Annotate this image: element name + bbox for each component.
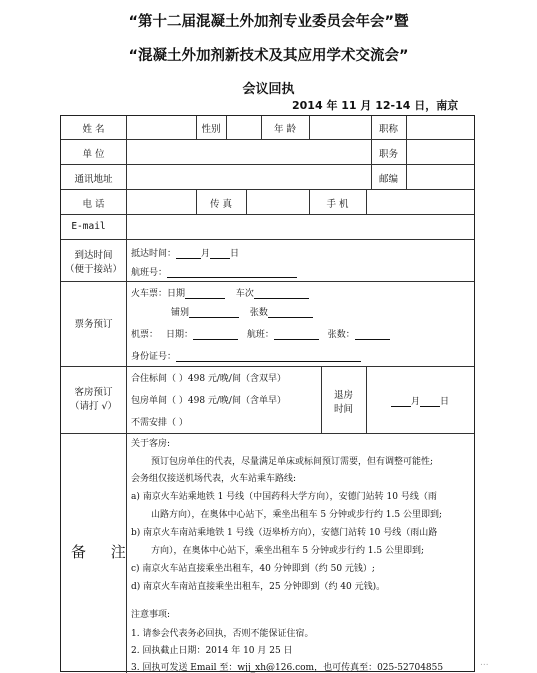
route-c: c) 南京火车站直接乘坐出租车，40 分钟即到（约 50 元钱）; — [131, 564, 375, 574]
room-label: 客房预订 — [74, 387, 113, 398]
attention-title: 注意事项: — [131, 610, 171, 620]
attention-2: 2. 回执截止日期：2014 年 10 月 25 日 — [131, 646, 293, 656]
route-b-1: b) 南京火车南站乘地铁 1 号线（迈皋桥方向），安德门站转 10 号线（雨山路 — [131, 528, 438, 538]
org-label: 单 位 — [82, 149, 105, 160]
attention-3: 3. 回执可发送 Email 至：wjj_xh@126.com，也可传真至：025-52704855 — [131, 663, 444, 673]
air-ticket: 机票： 日期： 航班： 张数： — [131, 327, 390, 340]
route-a-2: 山路方向），在奥体中心站下，乘坐出租车 5 分钟或步行约 1.5 公里即到; — [151, 510, 443, 520]
id-no: 身份证号： — [131, 349, 361, 362]
registration-form — [60, 115, 475, 672]
email-label: E-mail — [71, 221, 106, 232]
checkout-date: 月 日 — [391, 394, 449, 407]
name-label: 姓 名 — [82, 124, 105, 135]
hotel-note-2: 会务组仅接送机场代表，火车站乘车路线: — [131, 474, 297, 484]
date-place: 2014 年 11 月 12-14 日，南京 — [292, 99, 459, 112]
title-line-1: “第十二届混凝土外加剂专业委员会年会”暨 — [128, 14, 409, 30]
age-label: 年 龄 — [273, 124, 297, 135]
checkout-label: 退房 — [333, 390, 353, 401]
watermark: ... — [480, 658, 489, 668]
notes-label: 备 注 — [71, 543, 136, 561]
fax-label: 传 真 — [209, 199, 233, 210]
hotel-title: 关于客房: — [131, 439, 171, 449]
route-a-1: a) 南京火车站乘地铁 1 号线（中国药科大学方向），安德门站转 10 号线（雨 — [131, 492, 437, 502]
postcode-label: 邮编 — [378, 174, 398, 185]
berth: 铺别 张数 — [171, 305, 313, 318]
title-receipt: 会议回执 — [242, 82, 295, 97]
checkout-sublabel: 时间 — [333, 404, 353, 415]
train-ticket: 火车票：日期 车次 — [131, 286, 309, 299]
room-option-2[interactable]: 包房单间（ ）498 元/晚/间（含单早） — [131, 396, 286, 406]
position-label: 职务 — [378, 149, 398, 160]
phone-label: 电 话 — [82, 199, 105, 210]
address-label: 通讯地址 — [74, 174, 113, 185]
attention-1: 1. 请参会代表务必回执，否则不能保证住宿。 — [131, 629, 314, 639]
arrival-sublabel: （便于接站） — [64, 264, 122, 275]
room-option-1[interactable]: 合住标间（ ）498 元/晚/间（含双早） — [131, 374, 286, 384]
route-b-2: 方向），在奥体中心站下，乘坐出租车 5 分钟或步行约 1.5 公里即到; — [151, 546, 425, 556]
hotel-note-1: 预订包房单住的代表，尽量满足单床或标间预订需要，但有调整可能性; — [151, 457, 434, 467]
room-sublabel: （请打 √） — [69, 401, 118, 412]
arrival-time: 抵达时间： 月 日 — [131, 249, 240, 259]
flight-no: 航班号： — [131, 265, 297, 278]
gender-label: 性别 — [201, 124, 221, 135]
arrival-label: 到达时间 — [74, 250, 113, 261]
mobile-label: 手 机 — [326, 199, 349, 210]
room-option-3[interactable]: 不需安排（ ） — [131, 418, 188, 428]
title-label: 职称 — [378, 124, 398, 135]
route-d: d) 南京火车南站直接乘坐出租车，25 分钟即到（约 40 元钱)。 — [131, 582, 386, 592]
title-line-2: “混凝土外加剂新技术及其应用学术交流会” — [128, 48, 409, 64]
ticket-label: 票务预订 — [74, 319, 113, 330]
